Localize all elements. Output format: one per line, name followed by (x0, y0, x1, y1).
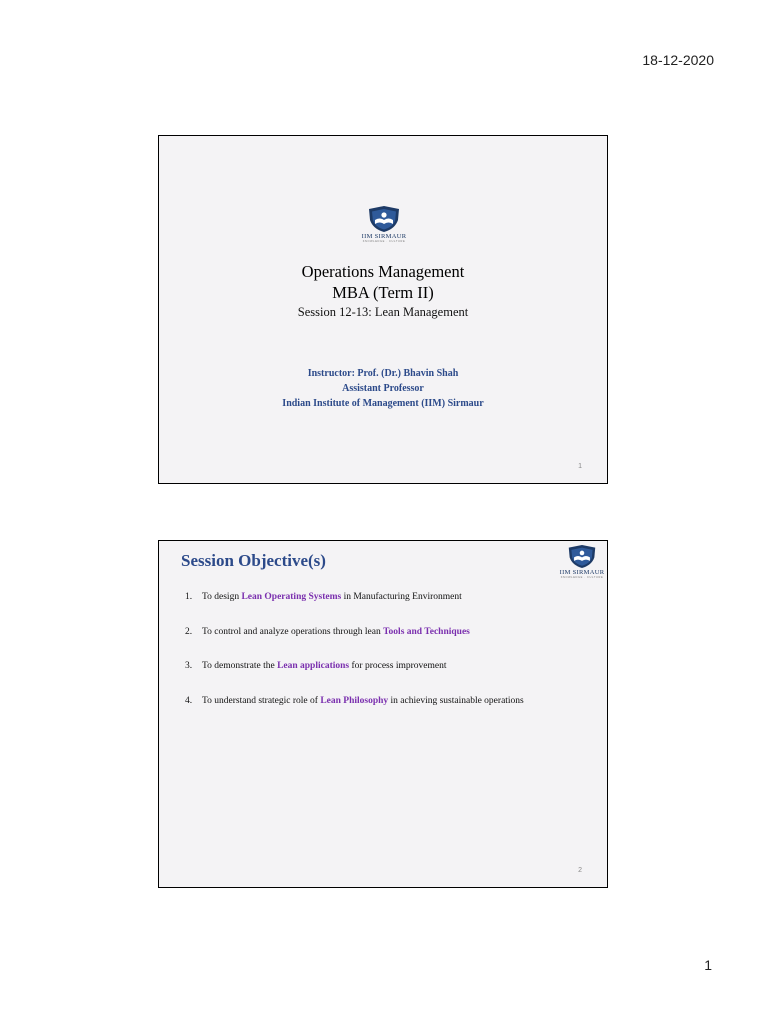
program-title: MBA (Term II) (332, 283, 434, 302)
iim-sirmaur-logo (360, 205, 408, 243)
objective-highlight: Lean Operating Systems (241, 592, 342, 602)
slide-heading: Session Objective(s) (181, 551, 326, 570)
title-block (159, 261, 607, 321)
session-subtitle: Session 12-13: Lean Management (297, 305, 469, 319)
page-date: 18-12-2020 (642, 52, 714, 68)
logo-tagline: KNOWLEDGE · CULTURE (362, 240, 406, 243)
iim-sirmaur-logo (558, 544, 606, 579)
objective-number: 1. (185, 592, 193, 602)
instructor-designation: Assistant Professor (342, 383, 424, 394)
objectives-list (185, 591, 605, 729)
logo-tagline: KNOWLEDGE · CULTURE (560, 576, 604, 579)
objective-highlight: Lean Philosophy (320, 695, 389, 706)
slide-number: 1 (578, 463, 582, 470)
instructor-name: Instructor: Prof. (Dr.) Bhavin Shah (307, 368, 459, 379)
institution-name: Indian Institute of Management (IIM) Sirmaur (282, 398, 484, 409)
objective-text: To understand strategic role of Lean Philosophy in achieving sustainable operations (202, 695, 524, 706)
objective-number: 4. (185, 695, 193, 706)
objective-number: 2. (185, 626, 193, 637)
objective-item (185, 591, 605, 603)
instructor-block (159, 366, 607, 411)
objective-text: To control and analyze operations through lean Tools and Techniques (202, 626, 470, 637)
objective-item (185, 660, 605, 672)
shield-icon (367, 205, 401, 233)
objective-item (185, 626, 605, 638)
slide-number: 2 (578, 867, 582, 874)
slide-objectives (158, 540, 608, 888)
course-title: Operations Management (301, 262, 465, 281)
logo-text: IIM SIRMAUR (559, 569, 605, 576)
objective-text: To demonstrate the Lean applications for process improvement (202, 661, 447, 671)
objective-item (185, 695, 605, 707)
logo-text: IIM SIRMAUR (361, 233, 407, 240)
objective-text: To design Lean Operating Systems in Manufacturing Environment (202, 592, 462, 602)
shield-icon (567, 544, 597, 569)
objective-highlight: Lean applications (277, 661, 350, 671)
page-number: 1 (704, 957, 712, 973)
objective-number: 3. (185, 661, 193, 671)
slide-title (158, 135, 608, 484)
objective-highlight: Tools and Techniques (383, 626, 470, 637)
